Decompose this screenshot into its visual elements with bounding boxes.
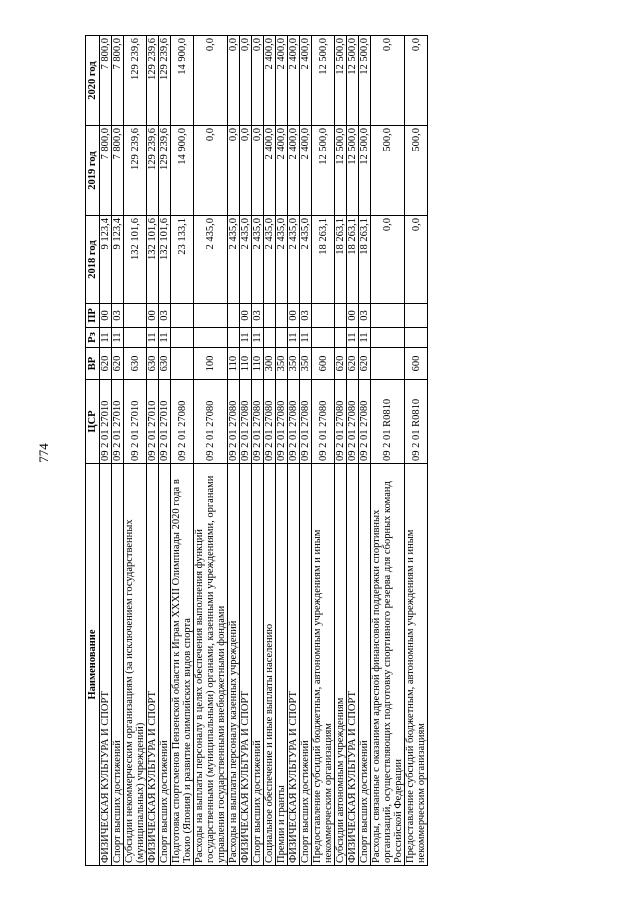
cell-csr: 09 2 01 27080 <box>252 380 264 464</box>
cell-pr: 00 <box>147 304 159 328</box>
cell-pr <box>335 304 347 328</box>
cell-name: Расходы, связанные с оказанием адресной финансовой поддержки спортивных организаций, осуществляющих подготовку спортивного резерва для сборных команд Российской Федерации <box>371 464 405 866</box>
table-row <box>100 36 112 866</box>
cell-csr: 09 2 01 R0810 <box>371 380 405 464</box>
cell-2020: 12 500,0 <box>312 36 335 126</box>
header-2018: 2018 год <box>86 216 100 304</box>
cell-rz: 11 <box>359 328 371 348</box>
header-vr: ВР <box>86 348 100 380</box>
cell-csr: 09 2 01 27080 <box>312 380 335 464</box>
cell-name: Субсидии автономным учреждениям <box>335 464 347 866</box>
cell-csr: 09 2 01 27080 <box>359 380 371 464</box>
cell-rz: 11 <box>147 328 159 348</box>
header-row <box>86 36 100 866</box>
cell-2018: 0,0 <box>371 216 405 304</box>
cell-name: ФИЗИЧЕСКАЯ КУЛЬТУРА И СПОРТ <box>288 464 300 866</box>
cell-pr <box>405 304 428 328</box>
cell-csr: 09 2 01 27080 <box>347 380 359 464</box>
cell-2020: 0,0 <box>371 36 405 126</box>
cell-vr: 620 <box>100 348 112 380</box>
cell-csr: 09 2 01 27080 <box>240 380 252 464</box>
cell-2020: 12 500,0 <box>347 36 359 126</box>
cell-2019: 7 800,0 <box>112 126 124 216</box>
table-row <box>264 36 276 866</box>
cell-2020: 0,0 <box>252 36 264 126</box>
table-row <box>312 36 335 866</box>
cell-vr: 620 <box>335 348 347 380</box>
cell-vr: 100 <box>194 348 228 380</box>
cell-2019: 500,0 <box>405 126 428 216</box>
cell-pr: 00 <box>288 304 300 328</box>
rotated-table-wrapper <box>85 36 615 866</box>
cell-name: Расходы на выплаты персоналу казенных учреждений <box>228 464 240 866</box>
cell-2019: 2 400,0 <box>288 126 300 216</box>
cell-2018: 2 435,0 <box>276 216 288 304</box>
cell-name: Субсидии некоммерческим организациям (за исключением государственных (муниципальных) учреждений) <box>124 464 147 866</box>
cell-2020: 2 400,0 <box>300 36 312 126</box>
cell-2020: 0,0 <box>194 36 228 126</box>
cell-2019: 0,0 <box>194 126 228 216</box>
table-row <box>112 36 124 866</box>
cell-2019: 129 239,6 <box>124 126 147 216</box>
cell-vr: 630 <box>147 348 159 380</box>
cell-2020: 12 500,0 <box>359 36 371 126</box>
page-number: 774 <box>35 443 51 463</box>
cell-name: Спорт высших достижений <box>112 464 124 866</box>
cell-pr <box>371 304 405 328</box>
header-2020: 2020 год <box>86 36 100 126</box>
cell-2018: 2 435,0 <box>228 216 240 304</box>
cell-vr: 630 <box>159 348 171 380</box>
cell-name: Предоставление субсидий бюджетным, автономным учреждениям и иным некоммерческим организациям <box>312 464 335 866</box>
cell-csr: 09 2 01 27010 <box>100 380 112 464</box>
cell-vr: 110 <box>228 348 240 380</box>
table-row <box>359 36 371 866</box>
cell-vr <box>371 348 405 380</box>
cell-rz: 11 <box>112 328 124 348</box>
budget-table <box>85 35 428 866</box>
cell-csr: 09 2 01 27080 <box>335 380 347 464</box>
cell-rz: 11 <box>252 328 264 348</box>
cell-2020: 2 400,0 <box>276 36 288 126</box>
cell-2019: 500,0 <box>371 126 405 216</box>
cell-2020: 129 239,6 <box>147 36 159 126</box>
cell-rz: 11 <box>159 328 171 348</box>
cell-2019: 0,0 <box>252 126 264 216</box>
cell-rz: 11 <box>300 328 312 348</box>
cell-2019: 129 239,6 <box>159 126 171 216</box>
cell-vr <box>171 348 194 380</box>
cell-pr <box>228 304 240 328</box>
cell-2018: 0,0 <box>405 216 428 304</box>
cell-rz <box>194 328 228 348</box>
cell-vr: 630 <box>124 348 147 380</box>
cell-vr: 300 <box>264 348 276 380</box>
cell-name: Спорт высших достижений <box>300 464 312 866</box>
cell-rz <box>264 328 276 348</box>
cell-2018: 132 101,6 <box>159 216 171 304</box>
table-header <box>86 36 100 866</box>
cell-csr: 09 2 01 27010 <box>159 380 171 464</box>
cell-vr: 110 <box>252 348 264 380</box>
cell-pr <box>312 304 335 328</box>
cell-csr: 09 2 01 27010 <box>112 380 124 464</box>
cell-2018: 18 263,1 <box>359 216 371 304</box>
cell-csr: 09 2 01 27080 <box>194 380 228 464</box>
cell-name: ФИЗИЧЕСКАЯ КУЛЬТУРА И СПОРТ <box>347 464 359 866</box>
cell-2020: 0,0 <box>405 36 428 126</box>
cell-pr: 03 <box>252 304 264 328</box>
header-csr: ЦСР <box>86 380 100 464</box>
cell-pr: 00 <box>100 304 112 328</box>
cell-vr: 620 <box>359 348 371 380</box>
cell-2018: 23 133,1 <box>171 216 194 304</box>
cell-vr: 600 <box>405 348 428 380</box>
cell-2020: 2 400,0 <box>264 36 276 126</box>
table-row <box>252 36 264 866</box>
cell-2019: 12 500,0 <box>335 126 347 216</box>
cell-csr: 09 2 01 27080 <box>171 380 194 464</box>
cell-2020: 14 900,0 <box>171 36 194 126</box>
cell-2019: 2 400,0 <box>276 126 288 216</box>
cell-pr: 03 <box>359 304 371 328</box>
table-row <box>335 36 347 866</box>
cell-2019: 12 500,0 <box>312 126 335 216</box>
cell-rz <box>335 328 347 348</box>
cell-csr: 09 2 01 27080 <box>300 380 312 464</box>
cell-pr: 00 <box>347 304 359 328</box>
cell-2020: 0,0 <box>228 36 240 126</box>
table-row <box>147 36 159 866</box>
table-body <box>100 36 428 866</box>
header-rz: Рз <box>86 328 100 348</box>
cell-rz: 11 <box>100 328 112 348</box>
cell-name: ФИЗИЧЕСКАЯ КУЛЬТУРА И СПОРТ <box>147 464 159 866</box>
cell-2018: 2 435,0 <box>300 216 312 304</box>
cell-2019: 12 500,0 <box>359 126 371 216</box>
cell-pr <box>276 304 288 328</box>
table-row <box>405 36 428 866</box>
cell-2018: 132 101,6 <box>124 216 147 304</box>
cell-csr: 09 2 01 27080 <box>288 380 300 464</box>
cell-2019: 2 400,0 <box>264 126 276 216</box>
cell-pr: 03 <box>112 304 124 328</box>
table-row <box>371 36 405 866</box>
cell-csr: 09 2 01 27080 <box>264 380 276 464</box>
cell-rz <box>405 328 428 348</box>
cell-2020: 7 800,0 <box>112 36 124 126</box>
cell-rz <box>228 328 240 348</box>
cell-vr: 350 <box>276 348 288 380</box>
cell-name: ФИЗИЧЕСКАЯ КУЛЬТУРА И СПОРТ <box>100 464 112 866</box>
cell-pr <box>264 304 276 328</box>
cell-rz <box>171 328 194 348</box>
cell-2020: 129 239,6 <box>159 36 171 126</box>
cell-2019: 12 500,0 <box>347 126 359 216</box>
table-row <box>194 36 228 866</box>
header-pr: ПР <box>86 304 100 328</box>
cell-name: Предоставление субсидий бюджетным, автономным учреждениям и иным некоммерческим организациям <box>405 464 428 866</box>
cell-rz <box>371 328 405 348</box>
cell-rz: 11 <box>240 328 252 348</box>
cell-pr <box>124 304 147 328</box>
header-2019: 2019 год <box>86 126 100 216</box>
cell-2020: 0,0 <box>240 36 252 126</box>
cell-2019: 0,0 <box>240 126 252 216</box>
table-row <box>347 36 359 866</box>
table-row <box>300 36 312 866</box>
cell-2020: 129 239,6 <box>124 36 147 126</box>
cell-pr <box>194 304 228 328</box>
cell-2019: 7 800,0 <box>100 126 112 216</box>
cell-csr: 09 2 01 27010 <box>147 380 159 464</box>
cell-name: Подготовка спортсменов Пензенской области к Играм XXXII Олимпиады 2020 года в Токио (Япония) и развитие олимпийских видов спорта <box>171 464 194 866</box>
cell-2018: 9 123,4 <box>100 216 112 304</box>
cell-2018: 2 435,0 <box>264 216 276 304</box>
cell-rz <box>312 328 335 348</box>
cell-name: Спорт высших достижений <box>359 464 371 866</box>
cell-rz <box>276 328 288 348</box>
cell-2018: 2 435,0 <box>288 216 300 304</box>
cell-csr: 09 2 01 R0810 <box>405 380 428 464</box>
cell-pr: 03 <box>300 304 312 328</box>
cell-vr: 110 <box>240 348 252 380</box>
cell-2018: 9 123,4 <box>112 216 124 304</box>
cell-vr: 600 <box>312 348 335 380</box>
cell-2018: 18 263,1 <box>347 216 359 304</box>
cell-pr: 03 <box>159 304 171 328</box>
cell-vr: 620 <box>112 348 124 380</box>
cell-2019: 2 400,0 <box>300 126 312 216</box>
cell-name: Расходы на выплаты персоналу в целях обеспечения выполнения функций государственными (муниципальными) органами, казенными учреждениями, органами управления государственными внебюджетными фондами <box>194 464 228 866</box>
cell-2020: 7 800,0 <box>100 36 112 126</box>
cell-2019: 14 900,0 <box>171 126 194 216</box>
cell-vr: 350 <box>300 348 312 380</box>
cell-2018: 2 435,0 <box>194 216 228 304</box>
cell-csr: 09 2 01 27080 <box>276 380 288 464</box>
cell-rz: 11 <box>347 328 359 348</box>
table-row <box>124 36 147 866</box>
cell-2020: 12 500,0 <box>335 36 347 126</box>
cell-2018: 2 435,0 <box>240 216 252 304</box>
cell-name: ФИЗИЧЕСКАЯ КУЛЬТУРА И СПОРТ <box>240 464 252 866</box>
table-row <box>276 36 288 866</box>
cell-pr <box>171 304 194 328</box>
table-row <box>240 36 252 866</box>
cell-name: Спорт высших достижений <box>159 464 171 866</box>
cell-csr: 09 2 01 27010 <box>124 380 147 464</box>
cell-csr: 09 2 01 27080 <box>228 380 240 464</box>
cell-2018: 132 101,6 <box>147 216 159 304</box>
cell-2019: 129 239,6 <box>147 126 159 216</box>
cell-2020: 2 400,0 <box>288 36 300 126</box>
cell-2019: 0,0 <box>228 126 240 216</box>
table-row <box>228 36 240 866</box>
cell-rz <box>124 328 147 348</box>
cell-name: Спорт высших достижений <box>252 464 264 866</box>
table-row <box>159 36 171 866</box>
cell-vr: 350 <box>288 348 300 380</box>
cell-vr: 620 <box>347 348 359 380</box>
table-row <box>171 36 194 866</box>
cell-2018: 18 263,1 <box>312 216 335 304</box>
cell-rz: 11 <box>288 328 300 348</box>
cell-name: Премии и гранты <box>276 464 288 866</box>
cell-2018: 18 263,1 <box>335 216 347 304</box>
cell-pr: 00 <box>240 304 252 328</box>
header-name: Наименование <box>86 464 100 866</box>
table-row <box>288 36 300 866</box>
cell-2018: 2 435,0 <box>252 216 264 304</box>
cell-name: Социальное обеспечение и иные выплаты населению <box>264 464 276 866</box>
